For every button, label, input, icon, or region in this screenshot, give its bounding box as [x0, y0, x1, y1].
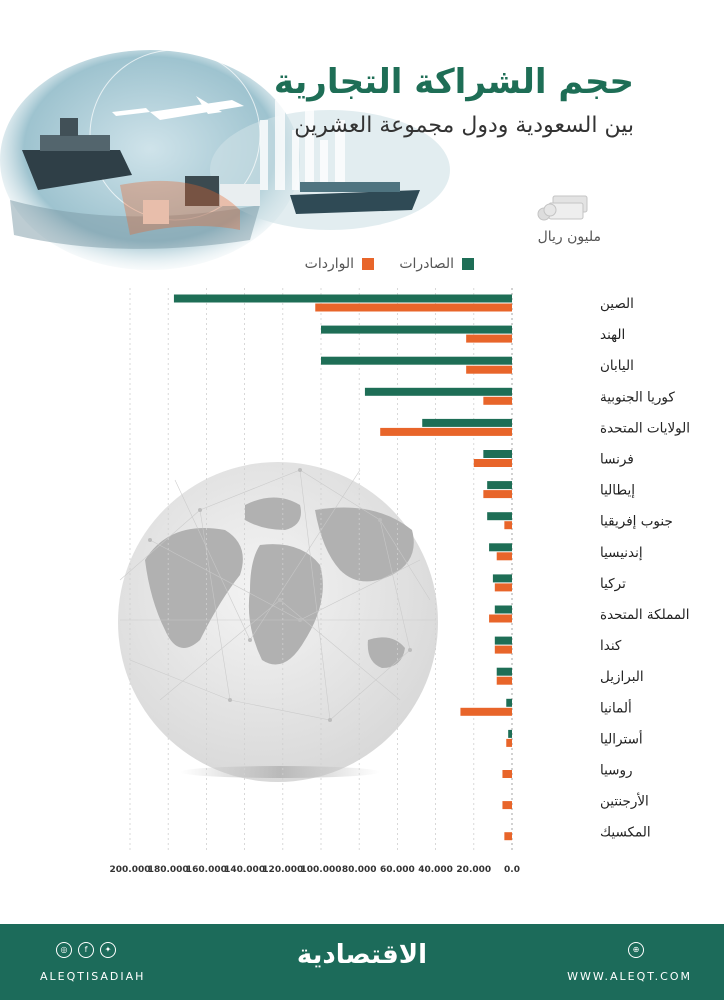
chart-title: حجم الشراكة التجارية — [273, 62, 634, 102]
category-label: الأرجنتين — [600, 793, 649, 810]
money-stack-icon — [538, 196, 587, 220]
facebook-icon[interactable]: f — [78, 942, 94, 958]
twitter-icon[interactable]: ✦ — [100, 942, 116, 958]
bar-imports — [502, 801, 512, 809]
bar-imports — [483, 490, 512, 498]
x-tick-label: 0.0 — [504, 865, 520, 875]
bar-exports — [365, 388, 512, 396]
category-label: كوريا الجنوبية — [600, 389, 675, 406]
brand-logo: الاقتصادية — [296, 940, 428, 970]
bar-exports — [174, 295, 512, 303]
category-label: روسيا — [600, 762, 633, 779]
footer-bar — [0, 924, 724, 1000]
legend-exports — [399, 256, 474, 272]
chart-subtitle: بين السعودية ودول مجموعة العشرين — [294, 113, 634, 138]
category-label: أستراليا — [600, 731, 643, 748]
bar-imports — [497, 552, 512, 560]
bar-imports — [483, 397, 512, 405]
bar-exports — [487, 512, 512, 520]
bar-imports — [315, 304, 512, 312]
bar-exports — [495, 637, 512, 645]
x-tick-label: 160.000 — [185, 865, 227, 875]
bar-imports — [489, 615, 512, 623]
legend-exports-swatch — [462, 258, 474, 270]
instagram-icon[interactable]: ◎ — [56, 942, 72, 958]
x-tick-label: 100.000 — [300, 865, 342, 875]
category-label: ألمانيا — [600, 700, 632, 717]
bar-exports — [487, 481, 512, 489]
x-tick-label: 120.000 — [262, 865, 304, 875]
x-tick-label: 180.000 — [147, 865, 189, 875]
category-label: الهند — [600, 327, 626, 344]
category-label: فرنسا — [600, 451, 634, 468]
x-tick-label: 80.000 — [341, 865, 377, 875]
category-label: كندا — [600, 638, 622, 655]
x-tick-label: 200.000 — [109, 865, 151, 875]
bar-imports — [506, 739, 512, 747]
category-label: تركيا — [600, 575, 626, 592]
bar-imports — [466, 366, 512, 374]
bar-exports — [495, 606, 512, 614]
category-label: إندنيسيا — [600, 544, 643, 561]
category-label: جنوب إفريقيا — [600, 513, 673, 530]
category-label: الولايات المتحدة — [600, 420, 691, 437]
category-label: المكسيك — [600, 824, 651, 841]
legend-exports-label: الصادرات — [399, 256, 454, 272]
bar-imports — [495, 646, 512, 654]
category-label: اليابان — [600, 358, 634, 375]
bar-imports — [497, 677, 512, 685]
bar-imports — [466, 335, 512, 343]
category-label: الصين — [600, 296, 634, 312]
x-tick-label: 60.000 — [380, 865, 415, 875]
bar-exports — [508, 730, 512, 738]
bar-imports — [380, 428, 512, 436]
bar-exports — [489, 543, 512, 551]
website-icon[interactable]: ⊕ — [628, 942, 644, 958]
bar-imports — [474, 459, 512, 467]
bar-exports — [493, 574, 512, 582]
bar-imports — [495, 583, 512, 591]
globe-illustration — [118, 462, 438, 782]
bar-exports — [506, 699, 512, 707]
unit-label: مليون ريال — [537, 229, 601, 245]
category-label: المملكة المتحدة — [600, 607, 690, 623]
bar-imports — [460, 708, 512, 716]
website-link[interactable]: WWW.ALEQT.COM — [567, 970, 692, 983]
legend-imports — [305, 256, 374, 272]
bar-exports — [422, 419, 512, 427]
x-tick-label: 20.000 — [456, 865, 492, 875]
bar-exports — [321, 357, 512, 365]
legend-imports-swatch — [362, 258, 374, 270]
category-label: البرازيل — [600, 669, 644, 686]
category-label: إيطاليا — [600, 482, 635, 499]
x-tick-label: 140.000 — [224, 865, 266, 875]
bar-imports — [502, 770, 512, 778]
bar-imports — [504, 832, 512, 840]
bar-imports — [504, 521, 512, 529]
legend-imports-label: الواردات — [304, 256, 354, 272]
social-handle[interactable]: ALEQTISADIAH — [40, 970, 146, 983]
bar-exports — [321, 326, 512, 334]
x-tick-label: 40.000 — [418, 865, 453, 875]
bar-exports — [497, 668, 512, 676]
bar-exports — [483, 450, 512, 458]
